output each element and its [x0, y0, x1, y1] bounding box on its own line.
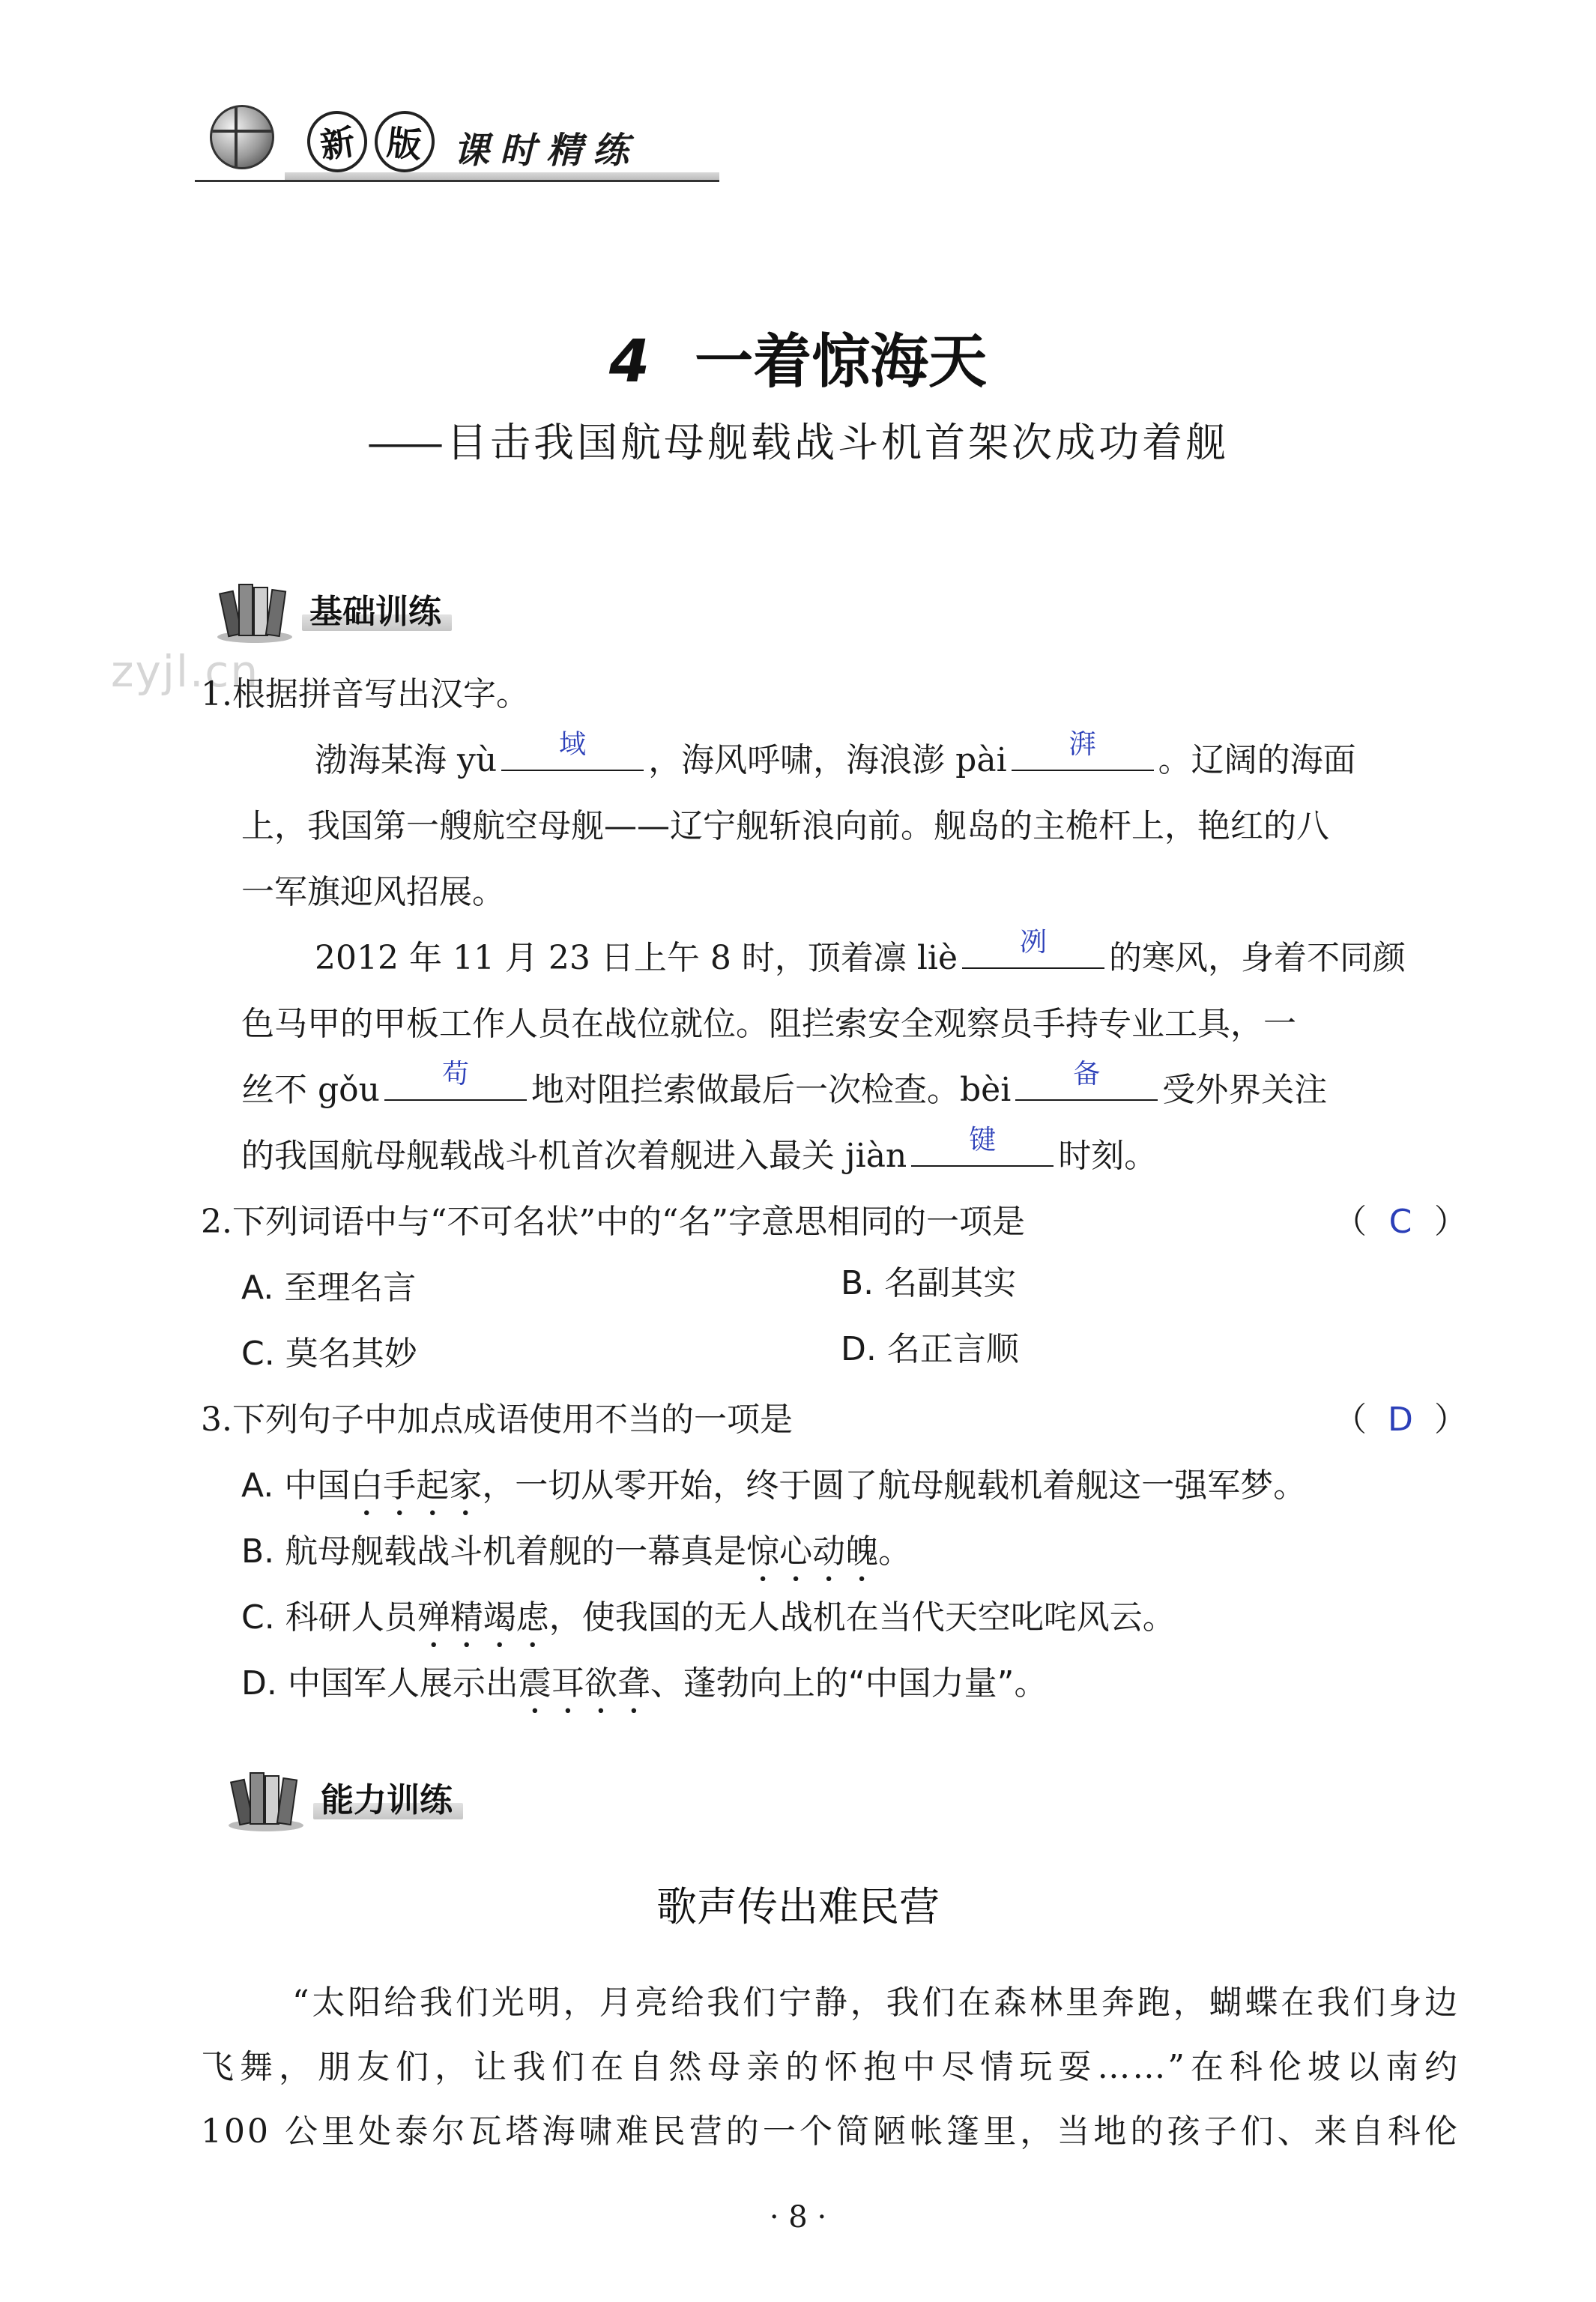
q2-answer-parens[interactable]: （ C ）	[1334, 1203, 1467, 1241]
reading-line-3: 100 公里处泰尔瓦塔海啸难民营的一个简陋帐篷里，当地的孩子们、来自科伦	[201, 2112, 1460, 2151]
section-label: 基础训练	[309, 593, 441, 631]
answer-blank-1[interactable]: 域	[501, 735, 644, 771]
lesson-title	[0, 315, 1596, 399]
q1-line-4: 2012 年 11 月 23 日上午 8 时，顶着凛 liè 冽 的寒风，身着不同颜	[315, 927, 1406, 977]
answer-blank-6[interactable]: 键	[911, 1131, 1054, 1167]
page-number: · 8 ·	[769, 2200, 827, 2235]
dotted-idiom: 白手起家	[350, 1466, 483, 1505]
q1-line-3: 一军旗迎风招展。	[241, 873, 505, 911]
dotted-idiom: 殚精竭虑	[417, 1598, 549, 1637]
reading-line-2: 飞舞，朋友们，让我们在自然母亲的怀抱中尽情玩耍……”在科伦坡以南约	[201, 2048, 1460, 2086]
reading-title: 歌声传出难民营	[656, 1883, 940, 1930]
q2-answer: C	[1388, 1203, 1412, 1241]
q3-answer-parens[interactable]: （ D ）	[1334, 1401, 1467, 1439]
page-header	[195, 82, 719, 202]
answer-blank-5[interactable]: 备	[1015, 1065, 1158, 1101]
q1-stem: 1.根据拼音写出汉字。	[201, 675, 529, 713]
lesson-subtitle	[0, 411, 1596, 468]
watermark: zyjl.cn	[111, 646, 260, 697]
q2-option-d: D. 名正言顺	[841, 1330, 1019, 1368]
answer-blank-4[interactable]: 苟	[384, 1065, 527, 1101]
q3-answer: D	[1388, 1401, 1413, 1439]
lesson-title-text: 一着惊海天	[695, 328, 988, 396]
q2-stem: 2.下列词语中与“不可名状”中的“名”字意思相同的一项是	[201, 1203, 1025, 1241]
header-rule	[195, 180, 719, 182]
q3-option-a: A. 中国白手起家，一切从零开始，终于圆了航母舰载机着舰这一强军梦。	[241, 1466, 1307, 1505]
q2-option-a: A. 至理名言	[241, 1269, 417, 1307]
answer-blank-3[interactable]: 冽	[962, 933, 1104, 969]
subtitle-dash: ——	[367, 419, 439, 466]
series-badge-new: 新	[303, 107, 372, 176]
books-icon	[225, 1759, 307, 1834]
q3-stem: 3.下列句子中加点成语使用不当的一项是	[201, 1401, 793, 1439]
q2-option-c: C. 莫名其妙	[241, 1335, 417, 1373]
q1-line-1: 渤海某海 yù 域 ，海风呼啸，海浪澎 pài 湃 。辽阔的海面	[315, 729, 1356, 779]
dotted-idiom: 震耳欲聋	[518, 1664, 650, 1703]
q1-line-6: 丝不 gǒu 苟 地对阻拦索做最后一次检查。bèi 备 受外界关注	[241, 1059, 1328, 1109]
answer-blank-2[interactable]: 湃	[1012, 735, 1154, 771]
q1-line-5: 色马甲的甲板工作人员在战位就位。阻拦索安全观察员手持专业工具，一	[241, 1005, 1296, 1043]
reading-line-1: “太阳给我们光明，月亮给我们宁静，我们在森林里奔跑，蝴蝶在我们身边	[292, 1984, 1460, 2022]
dotted-idiom: 惊心动魄	[746, 1532, 879, 1571]
q1-line-7: 的我国航母舰载战斗机首次着舰进入最关 jiàn 键 时刻。	[241, 1125, 1158, 1175]
books-icon	[214, 571, 296, 646]
q3-option-d: D. 中国军人展示出震耳欲聋、蓬勃向上的“中国力量”。	[241, 1664, 1048, 1703]
q1-line-2: 上，我国第一艘航空母舰——辽宁舰斩浪向前。舰岛的主桅杆上，艳红的八	[241, 807, 1329, 845]
subtitle-text: 目击我国航母舰载战斗机首架次成功着舰	[447, 419, 1229, 466]
series-badge-edition: 版	[372, 108, 438, 175]
header-band	[285, 172, 719, 180]
lesson-number: 4	[608, 328, 650, 396]
q3-option-b: B. 航母舰载战斗机着舰的一幕真是惊心动魄。	[241, 1532, 912, 1571]
q2-option-b: B. 名副其实	[841, 1264, 1017, 1302]
globe-icon	[210, 105, 274, 169]
section-label: 能力训练	[321, 1781, 453, 1819]
q3-option-c: C. 科研人员殚精竭虑，使我国的无人战机在当代天空叱咤风云。	[241, 1598, 1176, 1637]
series-name: 课时精练	[453, 130, 640, 172]
